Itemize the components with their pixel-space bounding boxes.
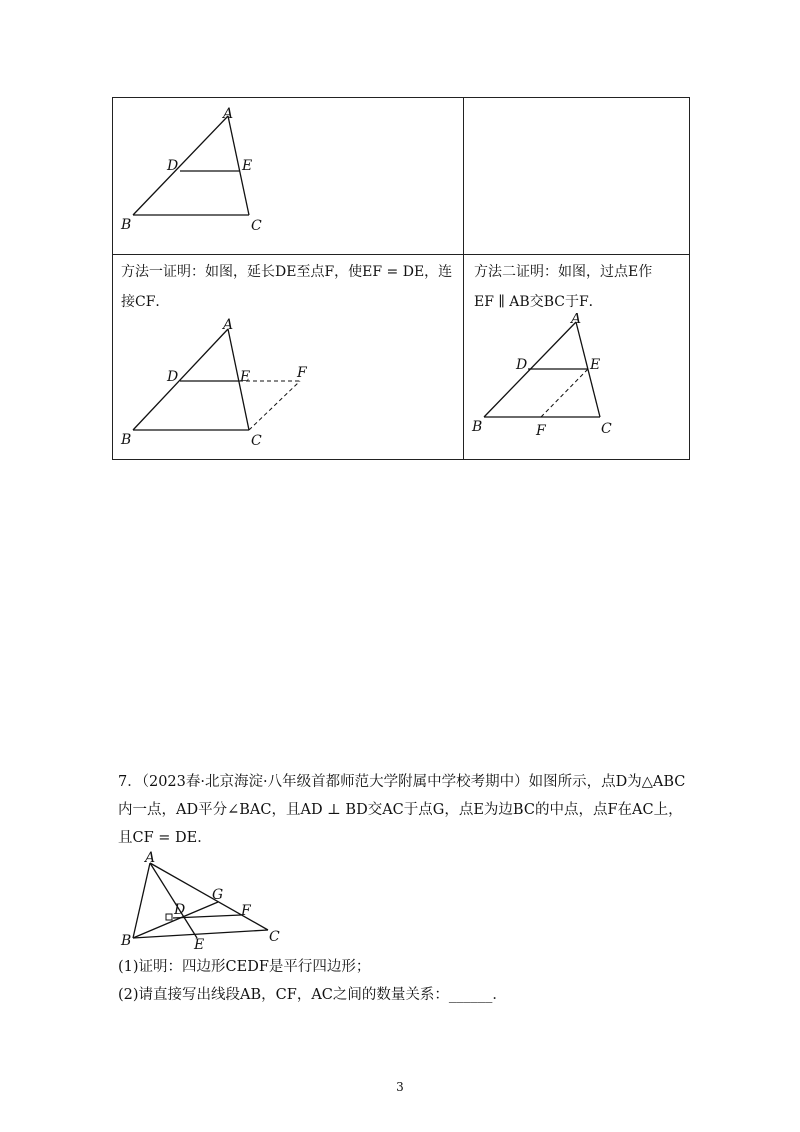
label-E: E xyxy=(242,158,253,174)
proof-table xyxy=(112,97,690,460)
label-F: F xyxy=(241,903,251,919)
label-C: C xyxy=(601,421,612,437)
question-1: (1)证明：四边形CEDF是平行四边形； xyxy=(118,959,371,975)
label-D: D xyxy=(516,357,528,373)
problem7-text xyxy=(118,768,718,852)
label-D: D xyxy=(167,369,179,385)
cell-method1 xyxy=(113,255,464,460)
problem7-line1: 7．（2023春·北京海淀·八年级首都师范大学附属中学校考期中）如图所示，点D为△ABC xyxy=(118,774,686,790)
label-A: A xyxy=(571,313,582,327)
label-C: C xyxy=(269,929,280,945)
problem7-line2: 内一点，AD平分∠BAC，且AD ⊥ BD交AC于点G，点E为边BC的中点，点F在AC上， xyxy=(118,802,683,818)
label-F: F xyxy=(536,423,546,439)
problem7-line3: 且CF = DE． xyxy=(118,830,212,846)
figure-method2 xyxy=(464,313,689,453)
method1-line2: 接CF． xyxy=(121,294,170,310)
question-2: (2)请直接写出线段AB，CF，AC之间的数量关系：______． xyxy=(118,987,507,1003)
label-C: C xyxy=(251,433,262,449)
label-A: A xyxy=(223,106,234,122)
label-G: G xyxy=(212,887,224,903)
problem7-figure xyxy=(115,848,295,953)
triangle-figure-original xyxy=(113,98,463,250)
method2-line2: EF ∥ AB交BC于F． xyxy=(474,294,603,310)
label-E: E xyxy=(590,357,601,373)
label-B: B xyxy=(472,419,483,435)
label-B: B xyxy=(121,933,132,949)
label-D: D xyxy=(174,902,186,918)
cell-top-left xyxy=(113,98,464,255)
label-B: B xyxy=(121,432,132,448)
label-C: C xyxy=(251,218,262,234)
problem7-questions xyxy=(118,953,718,1009)
page-number: 3 xyxy=(396,1080,404,1094)
label-E: E xyxy=(194,937,205,953)
label-A: A xyxy=(223,317,234,333)
cell-top-right xyxy=(464,98,690,255)
method2-line1: 方法二证明：如图，过点E作 xyxy=(474,264,653,280)
figure-method1 xyxy=(113,315,463,455)
method1-line1: 方法一证明：如图，延长DE至点F，使EF = DE，连 xyxy=(121,264,453,280)
label-E: E xyxy=(240,369,251,385)
label-B: B xyxy=(121,217,132,233)
label-F: F xyxy=(297,365,307,381)
cell-method2 xyxy=(464,255,690,460)
label-D: D xyxy=(167,158,179,174)
label-A: A xyxy=(145,850,156,866)
